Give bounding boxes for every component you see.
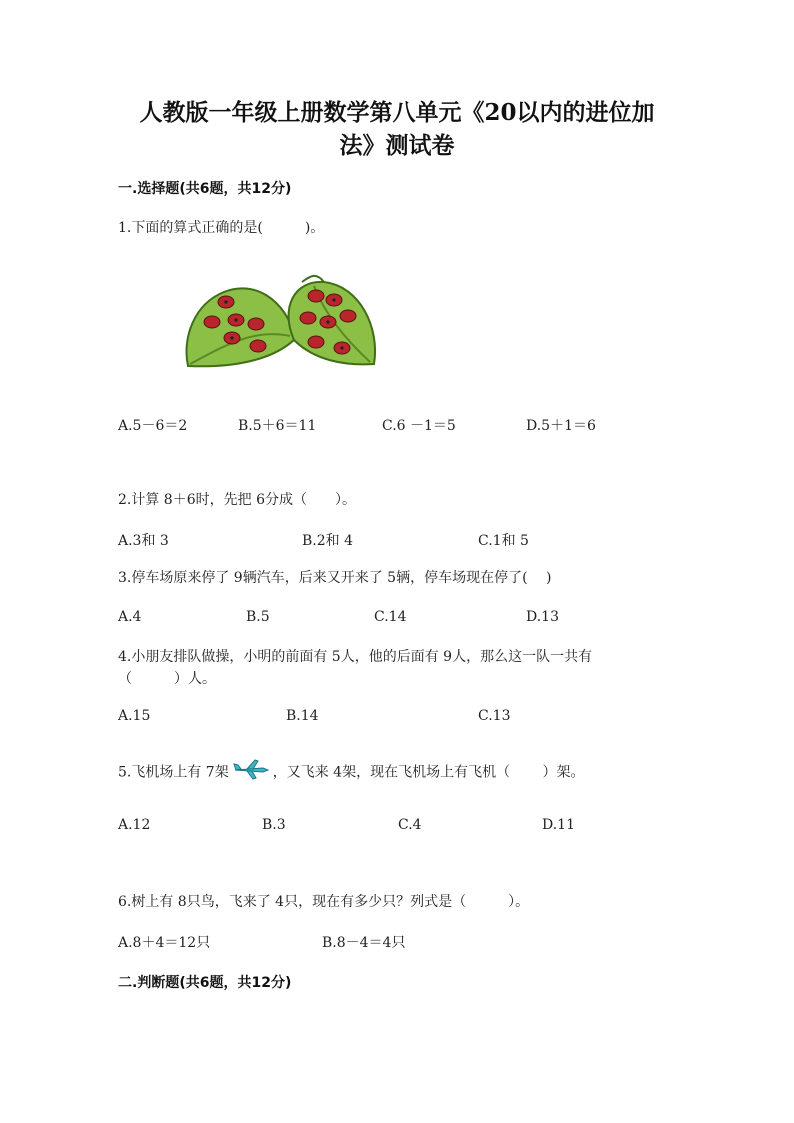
q5-option-a: A.12: [118, 817, 151, 833]
airplane-icon: [233, 758, 269, 787]
q1-option-a: A.5－6＝2: [118, 418, 188, 434]
q4-option-c: C.13: [478, 708, 511, 724]
q2-option-b: B.2和 4: [302, 533, 354, 549]
q6-option-b: B.8－4＝4只: [322, 935, 406, 951]
q3-option-b: B.5: [246, 609, 270, 625]
q1-option-b: B.5＋6＝11: [238, 418, 317, 434]
q4-option-b: B.14: [286, 708, 319, 724]
q3-option-d: D.13: [526, 609, 559, 625]
q3-option-c: C.14: [374, 609, 407, 625]
question-5-text-before: 5.飞机场上有 7架: [118, 764, 229, 781]
question-4-text-line-1: 4.小朋友排队做操，小明的前面有 5人，他的后面有 9人，那么这一队一共有: [118, 649, 593, 665]
q5-option-b: B.3: [262, 817, 286, 833]
title-line-1: 人教版一年级上册数学第八单元《20以内的进位加: [139, 99, 655, 126]
q1-option-d: D.5＋1＝6: [526, 418, 596, 434]
ladybugs-on-leaves-illustration: [184, 268, 380, 370]
q5-option-d: D.11: [542, 817, 575, 833]
question-2-text: 2.计算 8＋6时，先把 6分成（ ）。: [118, 492, 356, 508]
question-5-text: [118, 758, 585, 787]
section-heading-choice: 一.选择题(共6题，共12分): [118, 181, 292, 197]
question-4-text-line-2: （ ）人。: [118, 671, 216, 687]
question-5-text-after: ，又飞来 4架，现在飞机场上有飞机（ ）架。: [272, 764, 585, 781]
q2-option-a: A.3和 3: [118, 533, 169, 549]
question-3-text: 3.停车场原来停了 9辆汽车，后来又开来了 5辆，停车场现在停了( ): [118, 570, 552, 586]
q6-option-a: A.8＋4＝12只: [118, 935, 211, 951]
title-line-2: 法》测试卷: [339, 132, 455, 159]
section-heading-judge: 二.判断题(共6题，共12分): [118, 975, 292, 991]
q3-option-a: A.4: [118, 609, 142, 625]
q1-option-c: C.6 －1＝5: [382, 418, 456, 434]
q2-option-c: C.1和 5: [478, 533, 529, 549]
q5-option-c: C.4: [398, 817, 422, 833]
page-title: [110, 96, 684, 162]
q4-option-a: A.15: [118, 708, 151, 724]
question-6-text: 6.树上有 8只鸟，飞来了 4只，现在有多少只？列式是（ ）。: [118, 894, 530, 910]
question-1-text: 1.下面的算式正确的是( )。: [118, 220, 325, 236]
